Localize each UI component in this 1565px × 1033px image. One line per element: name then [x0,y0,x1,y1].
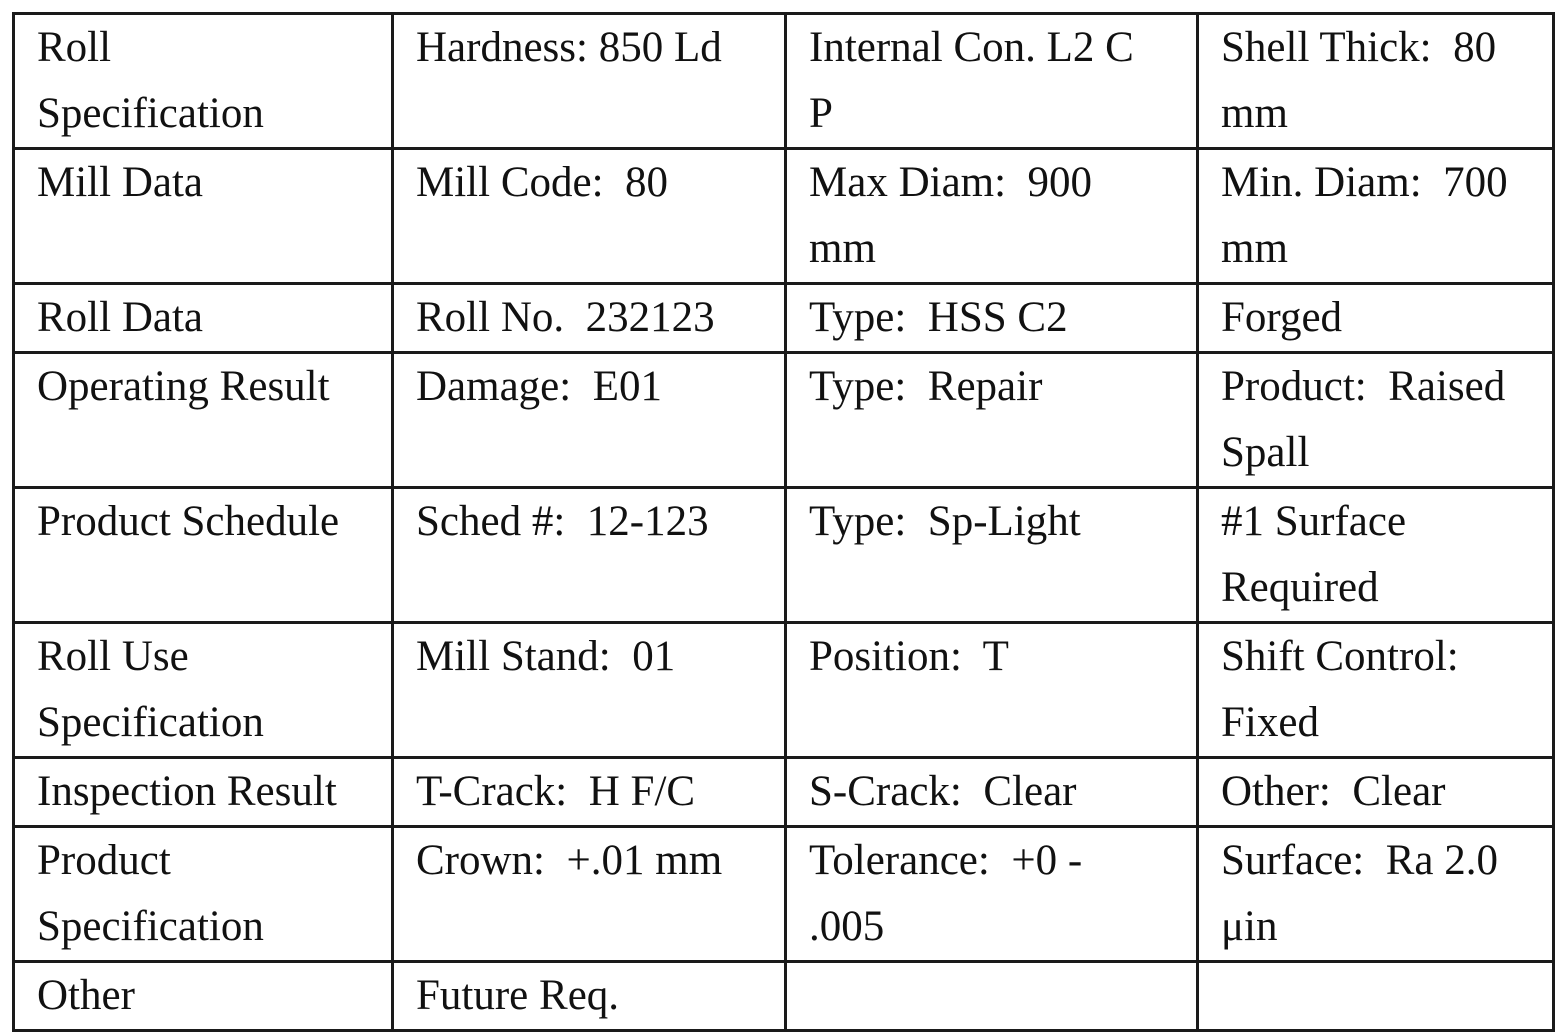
table-cell: T-Crack: H F/C [393,758,786,827]
table-cell: Hardness: 850 Ld [393,14,786,149]
table-cell: #1 Surface Required [1198,488,1554,623]
table-cell [786,962,1198,1031]
table-row-operating-result [14,353,1554,488]
table-cell: Shell Thick: 80 mm [1198,14,1554,149]
roll-data-table [12,12,1555,1032]
table-cell-label: Roll Use Specification [14,623,393,758]
table-cell: S-Crack: Clear [786,758,1198,827]
table-cell: Position: T [786,623,1198,758]
table-cell: Max Diam: 900 mm [786,149,1198,284]
table-row-roll-use-specification [14,623,1554,758]
table-cell: Sched #: 12-123 [393,488,786,623]
table-cell-label: Operating Result [14,353,393,488]
table-row-product-specification [14,827,1554,962]
table-cell: Surface: Ra 2.0 μin [1198,827,1554,962]
table-row-inspection-result [14,758,1554,827]
table-cell-label: Other [14,962,393,1031]
table-cell-label: Product Schedule [14,488,393,623]
table-cell-label: Roll Specification [14,14,393,149]
table-cell [1198,962,1554,1031]
table-cell: Min. Diam: 700 mm [1198,149,1554,284]
table-cell: Tolerance: +0 - .005 [786,827,1198,962]
table-cell: Type: HSS C2 [786,284,1198,353]
table-row-other [14,962,1554,1031]
table-cell-label: Inspection Result [14,758,393,827]
table-cell: Mill Stand: 01 [393,623,786,758]
table-row-roll-data [14,284,1554,353]
table-cell-label: Mill Data [14,149,393,284]
table-cell: Product: Raised Spall [1198,353,1554,488]
table-cell: Other: Clear [1198,758,1554,827]
table-cell: Mill Code: 80 [393,149,786,284]
table-cell: Damage: E01 [393,353,786,488]
table-cell: Crown: +.01 mm [393,827,786,962]
table-cell-label: Product Specification [14,827,393,962]
table-cell: Forged [1198,284,1554,353]
table-row-product-schedule [14,488,1554,623]
table-cell: Type: Sp-Light [786,488,1198,623]
table-cell: Internal Con. L2 C P [786,14,1198,149]
table-cell: Shift Control: Fixed [1198,623,1554,758]
table-cell: Roll No. 232123 [393,284,786,353]
table-cell: Future Req. [393,962,786,1031]
table-row-roll-specification [14,14,1554,149]
table-cell: Type: Repair [786,353,1198,488]
table-cell-label: Roll Data [14,284,393,353]
table-row-mill-data [14,149,1554,284]
